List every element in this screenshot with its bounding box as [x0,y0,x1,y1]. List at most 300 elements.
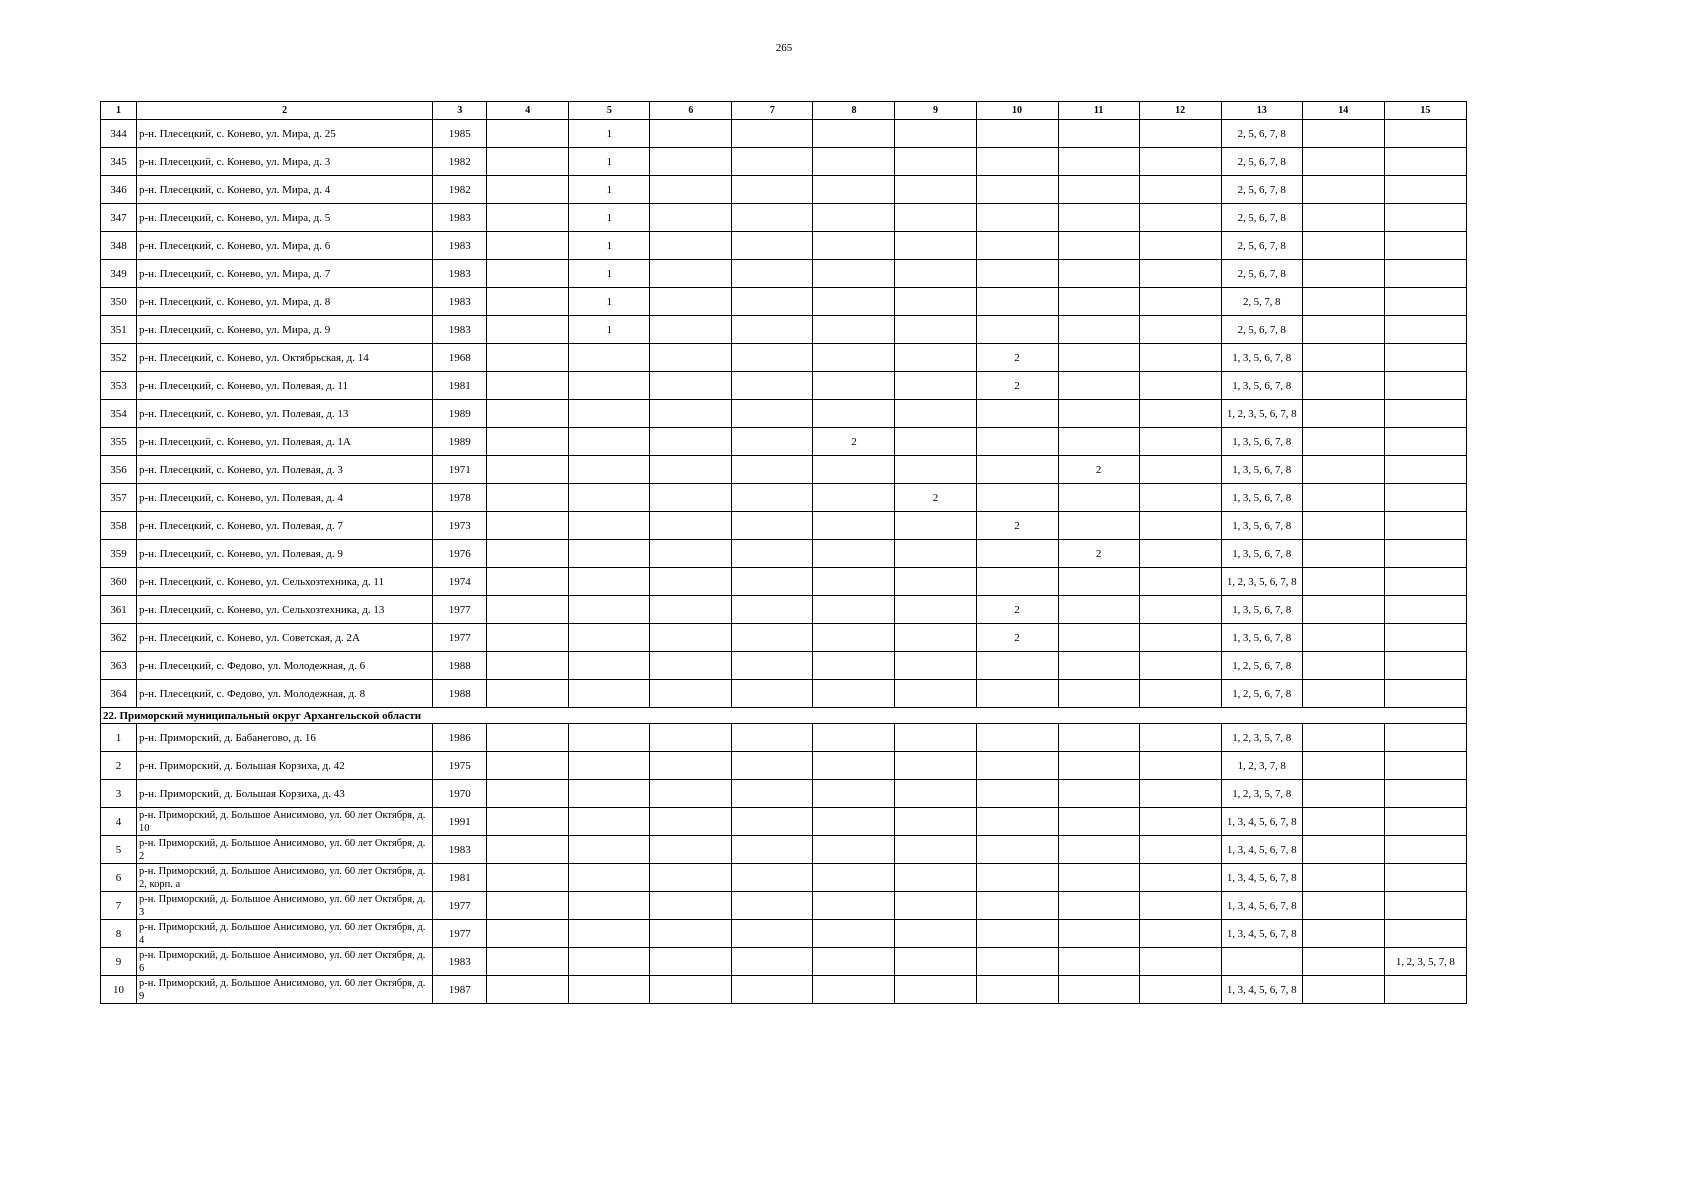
cell-col-13: 1, 2, 3, 5, 7, 8 [1221,724,1302,752]
cell-col-9 [895,976,976,1004]
cell-col-4 [487,232,569,260]
cell-row-number: 361 [101,596,137,624]
cell-col-5: 1 [569,288,650,316]
cell-col-5 [569,484,650,512]
cell-row-number: 345 [101,148,137,176]
cell-col-9 [895,596,976,624]
table-row [101,456,1467,484]
cell-col-11 [1058,752,1139,780]
cell-col-12 [1139,148,1221,176]
cell-col-14 [1302,484,1384,512]
cell-address: р-н. Плесецкий, с. Конево, ул. Мира, д. 5 [137,204,433,232]
cell-col-8 [813,652,895,680]
cell-col-13: 1, 3, 4, 5, 6, 7, 8 [1221,808,1302,836]
cell-year: 1989 [433,400,487,428]
cell-col-6 [650,596,732,624]
cell-col-5 [569,456,650,484]
cell-address: р-н. Плесецкий, с. Конево, ул. Мира, д. 25 [137,120,433,148]
cell-col-10 [976,780,1058,808]
cell-col-11 [1058,260,1139,288]
cell-col-10 [976,428,1058,456]
cell-col-6 [650,204,732,232]
cell-year: 1973 [433,512,487,540]
cell-col-4 [487,948,569,976]
cell-col-11 [1058,864,1139,892]
cell-col-6 [650,836,732,864]
cell-year: 1989 [433,428,487,456]
cell-col-11 [1058,344,1139,372]
cell-col-14 [1302,456,1384,484]
cell-col-11 [1058,624,1139,652]
cell-col-15 [1384,316,1466,344]
cell-col-14 [1302,288,1384,316]
cell-col-5 [569,892,650,920]
cell-col-14 [1302,204,1384,232]
cell-col-12 [1139,596,1221,624]
cell-col-8 [813,176,895,204]
cell-col-9 [895,780,976,808]
cell-col-5: 1 [569,176,650,204]
cell-col-5: 1 [569,232,650,260]
col-header-2: 2 [137,102,433,120]
cell-col-7 [732,344,813,372]
table-row [101,260,1467,288]
cell-col-14 [1302,752,1384,780]
cell-col-12 [1139,624,1221,652]
cell-col-9 [895,892,976,920]
col-header-10: 10 [976,102,1058,120]
cell-col-12 [1139,752,1221,780]
cell-col-8 [813,400,895,428]
cell-col-4 [487,120,569,148]
cell-col-10 [976,400,1058,428]
cell-col-6 [650,780,732,808]
cell-col-11 [1058,568,1139,596]
cell-col-11 [1058,120,1139,148]
cell-year: 1986 [433,724,487,752]
table-row [101,808,1467,836]
cell-address: р-н. Приморский, д. Большая Корзиха, д. 43 [137,780,433,808]
cell-col-5 [569,540,650,568]
cell-col-5: 1 [569,204,650,232]
cell-col-13: 2, 5, 6, 7, 8 [1221,232,1302,260]
table-row [101,484,1467,512]
cell-col-10 [976,120,1058,148]
cell-col-6 [650,484,732,512]
cell-row-number: 351 [101,316,137,344]
cell-col-7 [732,428,813,456]
cell-row-number: 355 [101,428,137,456]
col-header-5: 5 [569,102,650,120]
cell-col-7 [732,976,813,1004]
cell-col-5: 1 [569,260,650,288]
cell-row-number: 346 [101,176,137,204]
cell-col-6 [650,288,732,316]
cell-col-9: 2 [895,484,976,512]
cell-address: р-н. Плесецкий, с. Конево, ул. Сельхозтехника, д. 11 [137,568,433,596]
cell-col-13: 2, 5, 6, 7, 8 [1221,176,1302,204]
col-header-3: 3 [433,102,487,120]
cell-address: р-н. Приморский, д. Большое Анисимово, ул. 60 лет Октября, д. 2, корп. а [137,864,433,892]
cell-col-4 [487,484,569,512]
cell-row-number: 344 [101,120,137,148]
cell-col-15 [1384,232,1466,260]
cell-col-10 [976,752,1058,780]
cell-col-9 [895,456,976,484]
cell-col-13: 1, 2, 5, 6, 7, 8 [1221,680,1302,708]
cell-col-7 [732,540,813,568]
cell-row-number: 356 [101,456,137,484]
cell-year: 1978 [433,484,487,512]
cell-row-number: 363 [101,652,137,680]
cell-address: р-н. Плесецкий, с. Конево, ул. Советская, д. 2А [137,624,433,652]
cell-col-15 [1384,752,1466,780]
cell-col-11: 2 [1058,456,1139,484]
cell-col-12 [1139,976,1221,1004]
cell-col-4 [487,512,569,540]
cell-col-6 [650,372,732,400]
cell-col-5 [569,920,650,948]
cell-col-15 [1384,596,1466,624]
cell-col-10 [976,976,1058,1004]
cell-col-8 [813,120,895,148]
table-row [101,976,1467,1004]
cell-row-number: 354 [101,400,137,428]
cell-col-12 [1139,836,1221,864]
cell-col-15 [1384,864,1466,892]
cell-year: 1983 [433,260,487,288]
cell-col-13: 1, 3, 5, 6, 7, 8 [1221,624,1302,652]
cell-address: р-н. Плесецкий, с. Конево, ул. Октябрьская, д. 14 [137,344,433,372]
cell-col-7 [732,652,813,680]
cell-col-13: 1, 2, 3, 5, 7, 8 [1221,780,1302,808]
cell-col-8 [813,456,895,484]
cell-col-12 [1139,456,1221,484]
cell-col-13: 2, 5, 7, 8 [1221,288,1302,316]
cell-col-6 [650,976,732,1004]
cell-col-10: 2 [976,372,1058,400]
table-row [101,652,1467,680]
cell-address: р-н. Плесецкий, с. Федово, ул. Молодежная, д. 8 [137,680,433,708]
cell-col-6 [650,948,732,976]
cell-address: р-н. Плесецкий, с. Конево, ул. Полевая, д. 9 [137,540,433,568]
table-row [101,232,1467,260]
cell-col-5 [569,568,650,596]
cell-col-9 [895,372,976,400]
cell-row-number: 10 [101,976,137,1004]
cell-col-6 [650,680,732,708]
cell-col-4 [487,780,569,808]
cell-col-7 [732,624,813,652]
table-row [101,316,1467,344]
cell-col-5 [569,624,650,652]
cell-address: р-н. Плесецкий, с. Конево, ул. Полевая, д. 1А [137,428,433,456]
cell-col-6 [650,512,732,540]
cell-col-14 [1302,948,1384,976]
cell-col-14 [1302,512,1384,540]
cell-col-5 [569,596,650,624]
cell-address: р-н. Приморский, д. Большое Анисимово, ул. 60 лет Октября, д. 4 [137,920,433,948]
table-row [101,148,1467,176]
col-header-1: 1 [101,102,137,120]
cell-year: 1983 [433,948,487,976]
cell-col-8 [813,540,895,568]
cell-col-6 [650,724,732,752]
cell-year: 1983 [433,288,487,316]
cell-col-8 [813,892,895,920]
cell-col-7 [732,232,813,260]
cell-col-5 [569,680,650,708]
cell-col-12 [1139,316,1221,344]
cell-col-13: 1, 3, 5, 6, 7, 8 [1221,512,1302,540]
cell-year: 1976 [433,540,487,568]
col-header-9: 9 [895,102,976,120]
cell-row-number: 358 [101,512,137,540]
cell-col-8 [813,780,895,808]
cell-col-14 [1302,176,1384,204]
cell-col-9 [895,400,976,428]
cell-col-13: 2, 5, 6, 7, 8 [1221,204,1302,232]
cell-col-14 [1302,428,1384,456]
cell-col-6 [650,864,732,892]
cell-col-14 [1302,808,1384,836]
cell-year: 1988 [433,652,487,680]
cell-col-7 [732,400,813,428]
cell-col-4 [487,204,569,232]
cell-col-4 [487,568,569,596]
cell-col-12 [1139,484,1221,512]
cell-col-7 [732,920,813,948]
cell-col-15 [1384,484,1466,512]
cell-row-number: 348 [101,232,137,260]
cell-col-8 [813,512,895,540]
cell-col-15 [1384,892,1466,920]
cell-col-9 [895,512,976,540]
col-header-7: 7 [732,102,813,120]
cell-col-15 [1384,204,1466,232]
cell-col-4 [487,892,569,920]
cell-col-13: 1, 3, 4, 5, 6, 7, 8 [1221,836,1302,864]
col-header-14: 14 [1302,102,1384,120]
cell-address: р-н. Приморский, д. Бабанегово, д. 16 [137,724,433,752]
cell-col-8 [813,808,895,836]
cell-year: 1982 [433,148,487,176]
cell-col-8 [813,624,895,652]
cell-col-11 [1058,148,1139,176]
cell-address: р-н. Приморский, д. Большое Анисимово, ул. 60 лет Октября, д. 9 [137,976,433,1004]
cell-col-15 [1384,624,1466,652]
col-header-11: 11 [1058,102,1139,120]
cell-col-14 [1302,624,1384,652]
cell-row-number: 352 [101,344,137,372]
cell-col-11 [1058,724,1139,752]
cell-col-4 [487,808,569,836]
page-number: 265 [775,42,793,54]
cell-col-8 [813,680,895,708]
cell-address: р-н. Плесецкий, с. Конево, ул. Мира, д. 8 [137,288,433,316]
cell-address: р-н. Приморский, д. Большая Корзиха, д. 42 [137,752,433,780]
cell-col-13: 2, 5, 6, 7, 8 [1221,120,1302,148]
cell-row-number: 2 [101,752,137,780]
cell-year: 1974 [433,568,487,596]
cell-col-9 [895,120,976,148]
cell-year: 1977 [433,920,487,948]
cell-col-11 [1058,808,1139,836]
cell-col-10 [976,948,1058,976]
cell-col-15 [1384,372,1466,400]
cell-col-14 [1302,568,1384,596]
cell-col-7 [732,204,813,232]
cell-row-number: 360 [101,568,137,596]
cell-col-11 [1058,680,1139,708]
cell-year: 1985 [433,120,487,148]
cell-col-13: 1, 3, 5, 6, 7, 8 [1221,372,1302,400]
cell-col-14 [1302,864,1384,892]
cell-row-number: 353 [101,372,137,400]
table-row [101,176,1467,204]
cell-col-9 [895,316,976,344]
cell-year: 1983 [433,316,487,344]
cell-row-number: 6 [101,864,137,892]
cell-col-15 [1384,780,1466,808]
cell-col-10 [976,836,1058,864]
cell-col-8 [813,568,895,596]
cell-col-7 [732,148,813,176]
col-header-12: 12 [1139,102,1221,120]
cell-col-15 [1384,652,1466,680]
cell-col-10: 2 [976,512,1058,540]
cell-col-11 [1058,836,1139,864]
cell-col-15 [1384,836,1466,864]
cell-col-10 [976,456,1058,484]
cell-col-5 [569,372,650,400]
cell-year: 1983 [433,232,487,260]
cell-col-5 [569,344,650,372]
cell-col-11 [1058,372,1139,400]
cell-row-number: 350 [101,288,137,316]
table-row [101,596,1467,624]
cell-col-4 [487,920,569,948]
cell-col-10 [976,652,1058,680]
cell-col-9 [895,752,976,780]
cell-col-14 [1302,780,1384,808]
cell-col-9 [895,288,976,316]
cell-col-12 [1139,540,1221,568]
cell-col-7 [732,568,813,596]
cell-col-8 [813,752,895,780]
cell-row-number: 357 [101,484,137,512]
data-table [100,101,1467,1004]
cell-col-15 [1384,512,1466,540]
cell-col-11 [1058,176,1139,204]
table-row [101,120,1467,148]
table-row [101,780,1467,808]
cell-year: 1981 [433,372,487,400]
cell-col-5 [569,428,650,456]
cell-col-5: 1 [569,316,650,344]
cell-col-13: 1, 3, 5, 6, 7, 8 [1221,428,1302,456]
cell-col-9 [895,948,976,976]
cell-col-14 [1302,120,1384,148]
cell-col-5 [569,808,650,836]
cell-col-11 [1058,316,1139,344]
cell-col-10 [976,808,1058,836]
cell-col-7 [732,512,813,540]
cell-col-4 [487,680,569,708]
cell-address: р-н. Плесецкий, с. Конево, ул. Мира, д. 4 [137,176,433,204]
cell-col-13: 1, 2, 5, 6, 7, 8 [1221,652,1302,680]
cell-col-9 [895,920,976,948]
cell-col-12 [1139,260,1221,288]
cell-col-10 [976,232,1058,260]
cell-col-7 [732,372,813,400]
cell-year: 1987 [433,976,487,1004]
cell-col-10 [976,176,1058,204]
cell-year: 1968 [433,344,487,372]
cell-col-14 [1302,836,1384,864]
col-header-8: 8 [813,102,895,120]
cell-col-5: 1 [569,120,650,148]
cell-col-5 [569,780,650,808]
cell-col-14 [1302,892,1384,920]
cell-col-9 [895,836,976,864]
cell-col-6 [650,176,732,204]
cell-col-13: 1, 3, 4, 5, 6, 7, 8 [1221,976,1302,1004]
cell-col-13: 1, 3, 5, 6, 7, 8 [1221,344,1302,372]
cell-col-9 [895,568,976,596]
cell-col-12 [1139,808,1221,836]
cell-col-5 [569,864,650,892]
cell-col-12 [1139,568,1221,596]
cell-col-6 [650,456,732,484]
cell-col-4 [487,540,569,568]
cell-year: 1975 [433,752,487,780]
cell-col-11 [1058,652,1139,680]
cell-col-13: 1, 3, 5, 6, 7, 8 [1221,484,1302,512]
cell-col-7 [732,260,813,288]
cell-col-4 [487,316,569,344]
cell-col-15 [1384,680,1466,708]
cell-col-13: 1, 3, 5, 6, 7, 8 [1221,456,1302,484]
cell-col-8 [813,724,895,752]
cell-col-13: 2, 5, 6, 7, 8 [1221,316,1302,344]
cell-col-9 [895,428,976,456]
cell-col-12 [1139,948,1221,976]
col-header-4: 4 [487,102,569,120]
cell-col-5 [569,752,650,780]
cell-col-9 [895,540,976,568]
cell-col-6 [650,624,732,652]
cell-row-number: 364 [101,680,137,708]
cell-col-11 [1058,948,1139,976]
cell-col-10 [976,484,1058,512]
cell-col-7 [732,780,813,808]
cell-col-14 [1302,260,1384,288]
section-row [101,708,1467,724]
cell-col-13: 2, 5, 6, 7, 8 [1221,260,1302,288]
cell-address: р-н. Плесецкий, с. Конево, ул. Полевая, д. 11 [137,372,433,400]
cell-col-14 [1302,148,1384,176]
cell-col-15 [1384,400,1466,428]
cell-col-12 [1139,344,1221,372]
cell-col-8 [813,484,895,512]
cell-col-14 [1302,316,1384,344]
cell-col-5 [569,512,650,540]
cell-col-10 [976,260,1058,288]
cell-col-7 [732,176,813,204]
cell-col-7 [732,484,813,512]
cell-col-6 [650,316,732,344]
